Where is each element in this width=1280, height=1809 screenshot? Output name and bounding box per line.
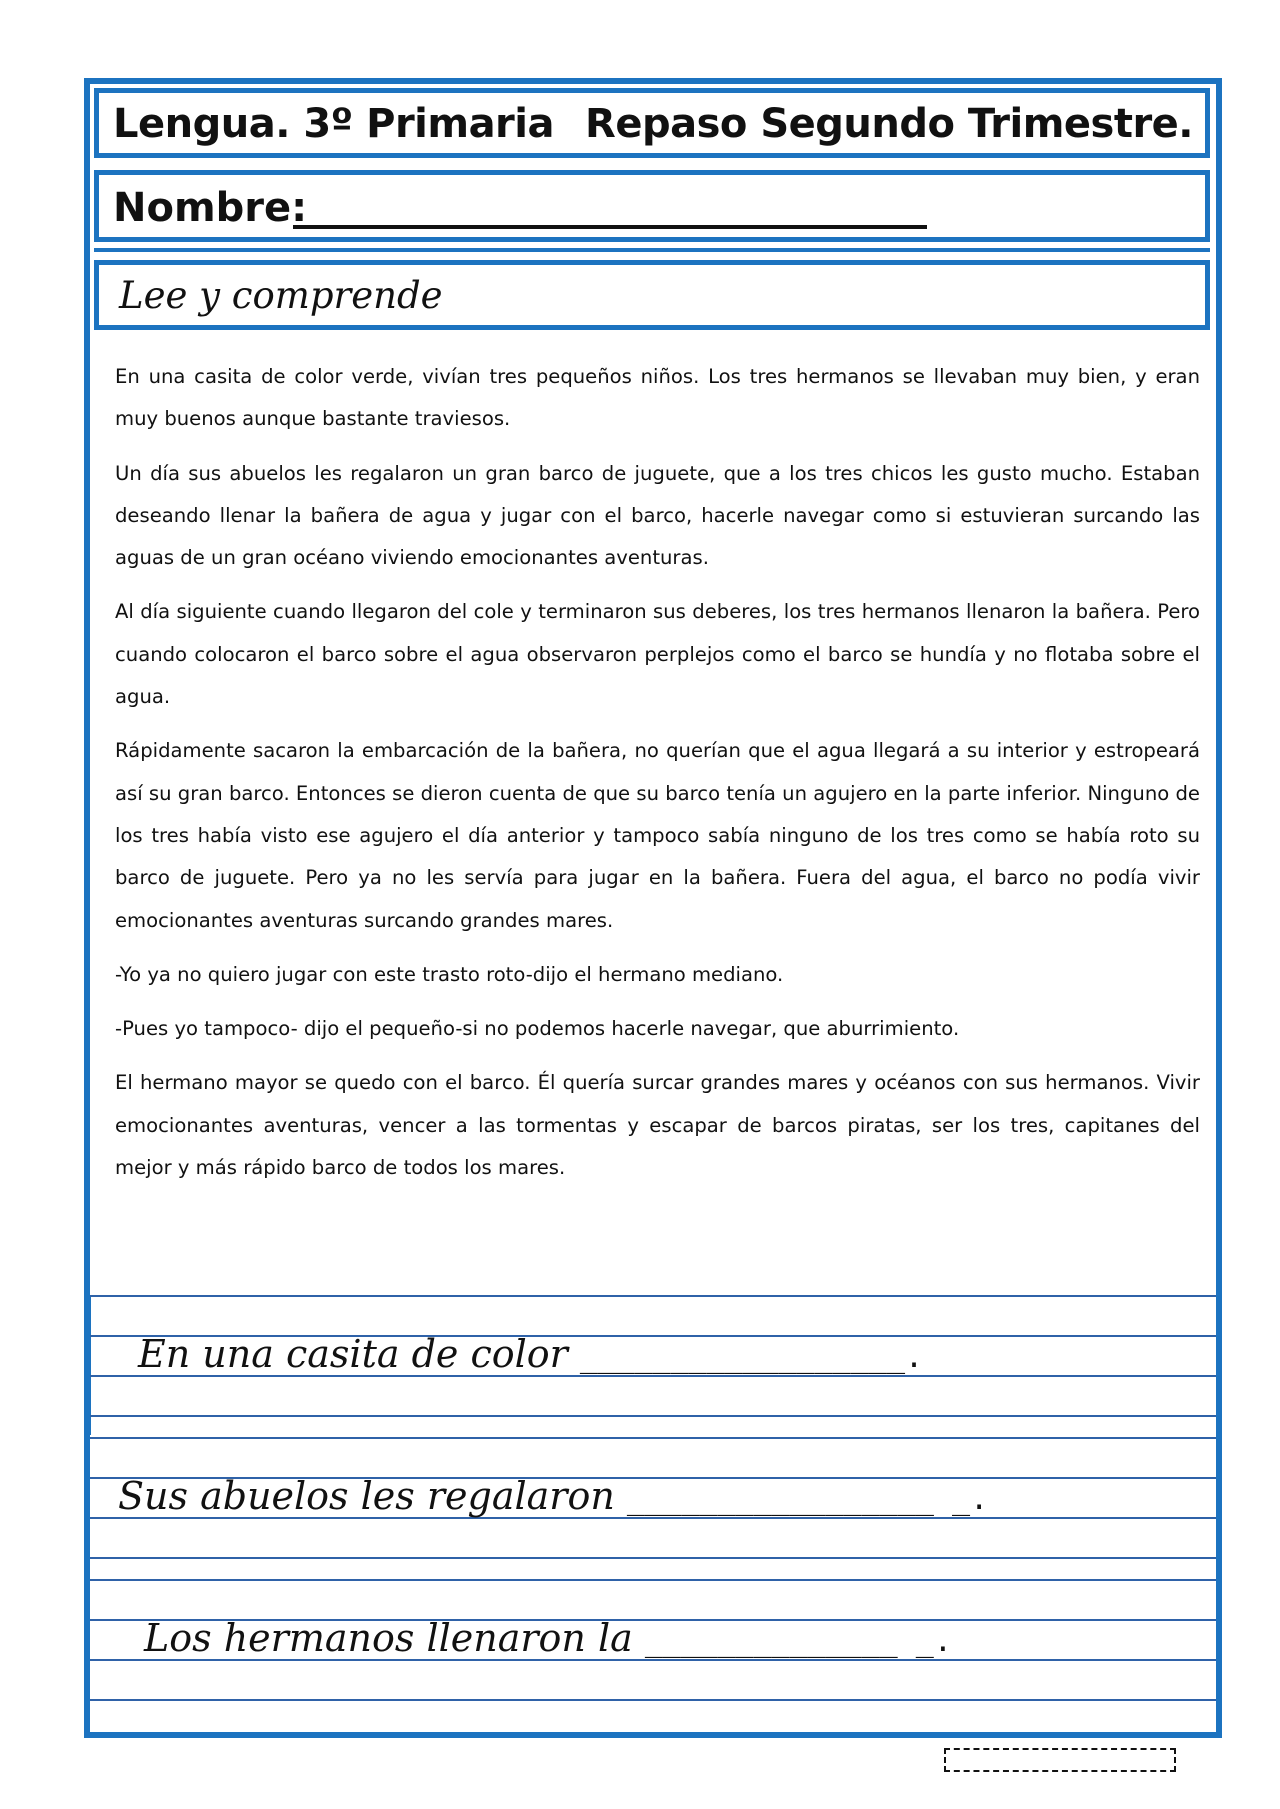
name-box bbox=[94, 170, 1210, 242]
worksheet-title: Repaso Segundo Trimestre. bbox=[585, 101, 1193, 147]
exercise-sentence-3 bbox=[144, 1616, 952, 1664]
writing-rule bbox=[90, 1699, 1216, 1701]
margin-bar bbox=[86, 1295, 91, 1435]
exercise-sentence-1 bbox=[138, 1332, 923, 1380]
name-label: Nombre: bbox=[113, 185, 308, 231]
writing-rule bbox=[90, 1415, 1216, 1417]
margin-bar bbox=[86, 1435, 89, 1555]
paragraph: -Yo ya no quiero jugar con este trasto roto-dijo el hermano mediano. bbox=[115, 962, 784, 986]
exercise-prompt: Sus abuelos les regalaron bbox=[118, 1474, 615, 1518]
section-box bbox=[94, 260, 1210, 330]
writing-rule bbox=[90, 1437, 1216, 1439]
reading-text bbox=[115, 356, 1200, 1201]
subject-title: Lengua. 3º Primaria bbox=[113, 101, 554, 147]
exercise-sentence-2 bbox=[118, 1474, 988, 1522]
writing-rule bbox=[90, 1557, 1216, 1559]
paragraph: Al día siguiente cuando llegaron del cole y terminaron sus deberes, los tres hermanos llenaron la bañera. Pero cuando colocaron el barco sobre el agua observaron perplejos como el barco se hundía y no flotaba sobre el agua. bbox=[115, 600, 1200, 709]
writing-rule bbox=[90, 1295, 1216, 1297]
name-field[interactable] bbox=[293, 225, 927, 229]
writing-rule bbox=[90, 1579, 1216, 1581]
exercise-prompt: Los hermanos llenaron la bbox=[144, 1616, 633, 1660]
header-box bbox=[94, 88, 1210, 158]
paragraph: Rápidamente sacaron la embarcación de la bañera, no querían que el agua llegará a su interior y estropeará así su gran barco. Entonces se dieron cuenta de que su barco tenía un agujero en la parte inferior. Ninguno de los tres había visto ese agujero el día anterior y tampoco sabía ninguno de los tres como se había roto su barco de juguete. Pero ya no les servía para jugar en la bañera. Fuera del agua, el barco no podía vivir emocionantes aventuras surcando grandes mares. bbox=[115, 739, 1200, 932]
exercise-blank[interactable]: __________________. bbox=[579, 1340, 924, 1375]
exercise-prompt: En una casita de color bbox=[138, 1332, 568, 1376]
paragraph: El hermano mayor se quedo con el barco. Él quería surcar grandes mares y océanos con sus hermanos. Vivir emocionantes aventuras, vencer a las tormentas y escapar de barcos piratas, ser los tres, capitanes del mejor y más rápido barco de todos los mares. bbox=[115, 1071, 1200, 1180]
paragraph: Un día sus abuelos les regalaron un gran barco de juguete, que a los tres chicos les gusto mucho. Estaban deseando llenar la bañera de agua y jugar con el barco, hacerle navegar como si estuvieran surcando las aguas de un gran océano viviendo emocionantes aventuras. bbox=[115, 461, 1200, 570]
page-number-box bbox=[944, 1748, 1176, 1772]
exercise-blank[interactable]: ______________ _. bbox=[644, 1624, 952, 1659]
header-divider bbox=[94, 248, 1210, 252]
exercise-blank[interactable]: _________________ _. bbox=[626, 1482, 989, 1517]
paragraph: -Pues yo tampoco- dijo el pequeño-si no podemos hacerle navegar, que aburrimiento. bbox=[115, 1017, 960, 1041]
section-title: Lee y comprende bbox=[119, 274, 443, 317]
paragraph: En una casita de color verde, vivían tres pequeños niños. Los tres hermanos se llevaban muy bien, y eran muy buenos aunque bastante traviesos. bbox=[115, 365, 1200, 431]
